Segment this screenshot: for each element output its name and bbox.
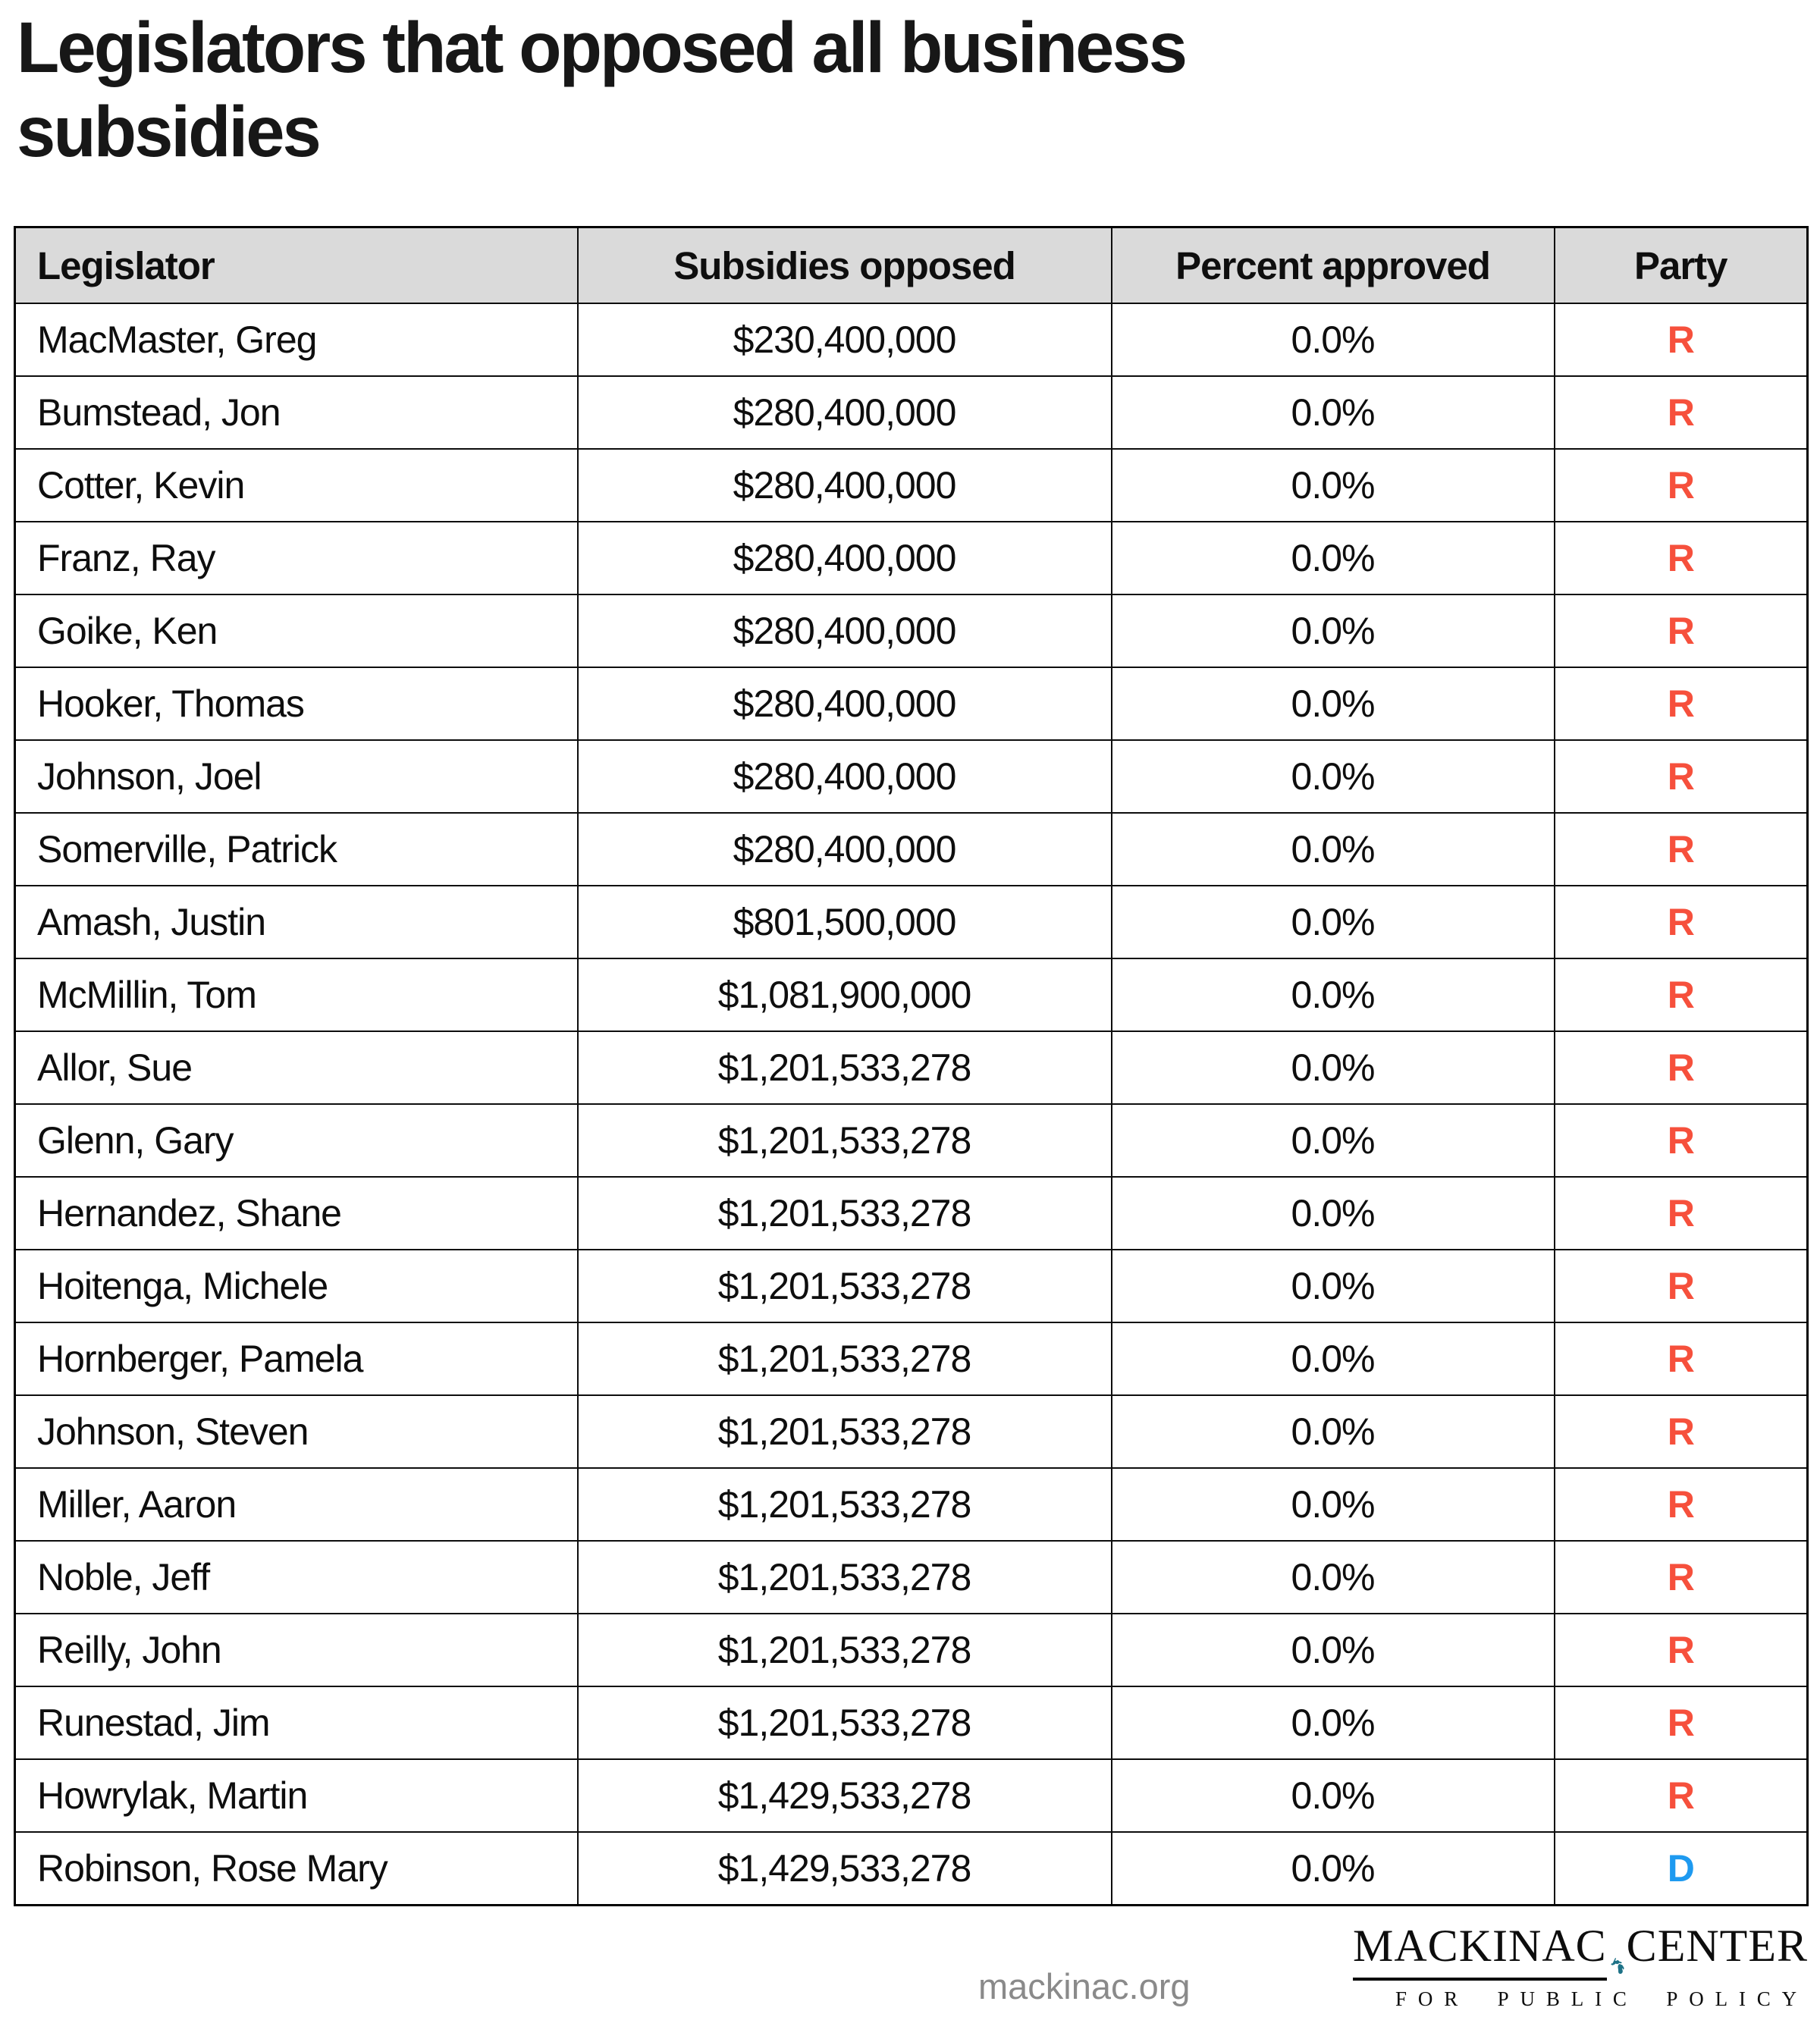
table-row: [15, 1614, 1808, 1686]
legislator-name-cell: Miller, Aaron: [15, 1468, 578, 1541]
legislator-name-cell: Cotter, Kevin: [15, 449, 578, 522]
party-cell: R: [1555, 1395, 1808, 1468]
party-cell: R: [1555, 1177, 1808, 1250]
percent-approved-cell: 0.0%: [1112, 1614, 1555, 1686]
table-row: [15, 522, 1808, 594]
table-row: [15, 1468, 1808, 1541]
table-row: [15, 594, 1808, 667]
percent-approved-cell: 0.0%: [1112, 1177, 1555, 1250]
logo-word-right-wrap: [1627, 1923, 1808, 1981]
legislator-name-cell: Glenn, Gary: [15, 1104, 578, 1177]
legislator-name-cell: Johnson, Joel: [15, 740, 578, 813]
header-subsidies-opposed: Subsidies opposed: [578, 227, 1112, 304]
subsidies-opposed-cell: $1,201,533,278: [578, 1104, 1112, 1177]
percent-approved-cell: 0.0%: [1112, 376, 1555, 449]
legislator-name-cell: Johnson, Steven: [15, 1395, 578, 1468]
percent-approved-cell: 0.0%: [1112, 1104, 1555, 1177]
percent-approved-cell: 0.0%: [1112, 522, 1555, 594]
table-row: [15, 1395, 1808, 1468]
subsidies-opposed-cell: $1,201,533,278: [578, 1468, 1112, 1541]
legislator-name-cell: Howrylak, Martin: [15, 1759, 578, 1832]
subsidies-opposed-cell: $801,500,000: [578, 886, 1112, 958]
percent-approved-cell: 0.0%: [1112, 1031, 1555, 1104]
logo-word-center: CENTER: [1626, 1921, 1808, 1971]
michigan-map-icon: [1610, 1928, 1625, 2003]
subsidies-opposed-cell: $1,201,533,278: [578, 1177, 1112, 1250]
table-row: [15, 376, 1808, 449]
party-cell: R: [1555, 1541, 1808, 1614]
logo-word-left-underline: [1353, 1923, 1607, 1981]
party-cell: R: [1555, 1759, 1808, 1832]
legislator-name-cell: Noble, Jeff: [15, 1541, 578, 1614]
subsidies-opposed-cell: $1,429,533,278: [578, 1759, 1112, 1832]
percent-approved-cell: 0.0%: [1112, 667, 1555, 740]
table-row: [15, 958, 1808, 1031]
party-cell: R: [1555, 522, 1808, 594]
table-row: [15, 1759, 1808, 1832]
legislator-name-cell: Hornberger, Pamela: [15, 1322, 578, 1395]
logo-tagline: FOR PUBLIC POLICY: [1395, 1987, 1808, 2010]
subsidies-opposed-cell: $280,400,000: [578, 449, 1112, 522]
table-row: [15, 1177, 1808, 1250]
logo-wordmark: [1353, 1923, 1808, 1981]
table-row: [15, 1686, 1808, 1759]
subsidies-opposed-cell: $1,429,533,278: [578, 1832, 1112, 1906]
subsidies-opposed-cell: $280,400,000: [578, 667, 1112, 740]
percent-approved-cell: 0.0%: [1112, 449, 1555, 522]
percent-approved-cell: 0.0%: [1112, 1759, 1555, 1832]
legislator-name-cell: Franz, Ray: [15, 522, 578, 594]
subsidies-opposed-cell: $280,400,000: [578, 740, 1112, 813]
party-cell: R: [1555, 1322, 1808, 1395]
table-row: [15, 886, 1808, 958]
table-row: [15, 449, 1808, 522]
legislator-name-cell: Runestad, Jim: [15, 1686, 578, 1759]
party-cell: R: [1555, 1686, 1808, 1759]
legislator-name-cell: Goike, Ken: [15, 594, 578, 667]
legislator-name-cell: Reilly, John: [15, 1614, 578, 1686]
legislator-name-cell: Hernandez, Shane: [15, 1177, 578, 1250]
subsidies-opposed-cell: $1,201,533,278: [578, 1250, 1112, 1322]
subsidies-opposed-cell: $1,081,900,000: [578, 958, 1112, 1031]
party-cell: R: [1555, 740, 1808, 813]
table-row: [15, 1832, 1808, 1906]
percent-approved-cell: 0.0%: [1112, 740, 1555, 813]
percent-approved-cell: 0.0%: [1112, 1395, 1555, 1468]
party-cell: R: [1555, 1250, 1808, 1322]
legislator-name-cell: Bumstead, Jon: [15, 376, 578, 449]
percent-approved-cell: 0.0%: [1112, 1322, 1555, 1395]
legislator-name-cell: Somerville, Patrick: [15, 813, 578, 886]
subsidies-opposed-cell: $1,201,533,278: [578, 1322, 1112, 1395]
subsidies-opposed-cell: $280,400,000: [578, 813, 1112, 886]
party-cell: R: [1555, 958, 1808, 1031]
subsidies-opposed-cell: $1,201,533,278: [578, 1031, 1112, 1104]
table-row: [15, 303, 1808, 376]
percent-approved-cell: 0.0%: [1112, 1250, 1555, 1322]
legislators-table: [14, 226, 1809, 1906]
table-row: [15, 667, 1808, 740]
party-cell: R: [1555, 1031, 1808, 1104]
percent-approved-cell: 0.0%: [1112, 303, 1555, 376]
party-cell: R: [1555, 1468, 1808, 1541]
header-percent-approved: Percent approved: [1112, 227, 1555, 304]
percent-approved-cell: 0.0%: [1112, 1468, 1555, 1541]
subsidies-opposed-cell: $1,201,533,278: [578, 1614, 1112, 1686]
percent-approved-cell: 0.0%: [1112, 813, 1555, 886]
table-row: [15, 740, 1808, 813]
legislator-name-cell: Allor, Sue: [15, 1031, 578, 1104]
subsidies-opposed-cell: $1,201,533,278: [578, 1541, 1112, 1614]
header-party: Party: [1555, 227, 1808, 304]
legislator-name-cell: Amash, Justin: [15, 886, 578, 958]
percent-approved-cell: 0.0%: [1112, 594, 1555, 667]
party-cell: D: [1555, 1832, 1808, 1906]
site-url: mackinac.org: [978, 1966, 1191, 2006]
header-legislator: Legislator: [15, 227, 578, 304]
percent-approved-cell: 0.0%: [1112, 1541, 1555, 1614]
party-cell: R: [1555, 303, 1808, 376]
percent-approved-cell: 0.0%: [1112, 1686, 1555, 1759]
subsidies-opposed-cell: $280,400,000: [578, 522, 1112, 594]
party-cell: R: [1555, 1104, 1808, 1177]
subsidies-opposed-cell: $230,400,000: [578, 303, 1112, 376]
table-header-row: [15, 227, 1808, 304]
table-row: [15, 1104, 1808, 1177]
page-title: Legislators that opposed all business subsidies: [17, 8, 1186, 173]
logo-word-mackinac: MACKINAC: [1353, 1921, 1607, 1971]
party-cell: R: [1555, 1614, 1808, 1686]
legislator-name-cell: Hooker, Thomas: [15, 667, 578, 740]
table-row: [15, 813, 1808, 886]
mackinac-center-logo: [1353, 1923, 1808, 2011]
percent-approved-cell: 0.0%: [1112, 1832, 1555, 1906]
party-cell: R: [1555, 886, 1808, 958]
party-cell: R: [1555, 449, 1808, 522]
party-cell: R: [1555, 813, 1808, 886]
party-cell: R: [1555, 376, 1808, 449]
legislator-name-cell: McMillin, Tom: [15, 958, 578, 1031]
table-row: [15, 1541, 1808, 1614]
table-row: [15, 1322, 1808, 1395]
party-cell: R: [1555, 667, 1808, 740]
legislator-name-cell: Robinson, Rose Mary: [15, 1832, 578, 1906]
table-row: [15, 1250, 1808, 1322]
subsidies-opposed-cell: $280,400,000: [578, 594, 1112, 667]
subsidies-opposed-cell: $1,201,533,278: [578, 1395, 1112, 1468]
party-cell: R: [1555, 594, 1808, 667]
percent-approved-cell: 0.0%: [1112, 958, 1555, 1031]
subsidies-opposed-cell: $1,201,533,278: [578, 1686, 1112, 1759]
percent-approved-cell: 0.0%: [1112, 886, 1555, 958]
legislator-name-cell: MacMaster, Greg: [15, 303, 578, 376]
subsidies-opposed-cell: $280,400,000: [578, 376, 1112, 449]
legislator-name-cell: Hoitenga, Michele: [15, 1250, 578, 1322]
table-row: [15, 1031, 1808, 1104]
